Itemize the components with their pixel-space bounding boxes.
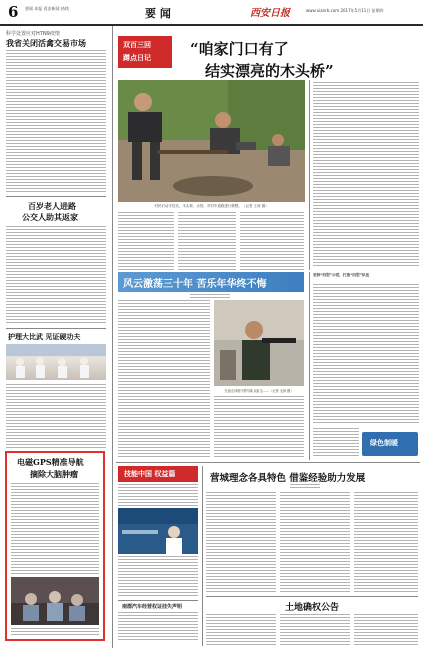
lower-col-a <box>206 492 276 592</box>
land-col-b <box>280 614 350 646</box>
feature-photo <box>118 80 305 202</box>
left-article-1-body <box>6 50 106 152</box>
page-header <box>0 0 423 26</box>
lower-title-2: 营城理念各具特色 借鉴经验助力发展 <box>210 473 366 484</box>
left-article-2-title: 百岁老人进路 <box>28 201 76 211</box>
feature-caption: 村民们动手挖坑，木头桥、水管，对村中道路进行修整。（记者 王涛 摄） <box>154 204 269 208</box>
highlight-title: 电磁GPS精准导航 <box>17 457 84 467</box>
skills-box <box>118 466 198 482</box>
skills-divider <box>118 600 198 601</box>
feature-body-2 <box>178 212 236 270</box>
left-article-1-title: 我省关闭活禽交易市场 <box>6 38 86 48</box>
masthead: 西安日报 <box>250 8 290 19</box>
workers-photo-icon <box>118 80 305 202</box>
right-mid-body <box>313 284 419 424</box>
land-col-c <box>354 614 418 646</box>
feature-body-1 <box>118 212 174 270</box>
feature-body-3 <box>240 212 304 270</box>
badge-line-2: 蹲点日记 <box>123 54 151 62</box>
right-mid-body-2 <box>313 428 359 458</box>
right-tag-1: 坚持“四型”示范，打造“四型”队伍 <box>313 273 370 277</box>
left-article-2-title-b: 公交人助其返家 <box>22 212 78 222</box>
lower-title-3: 土地确权公告 <box>285 603 340 613</box>
skills-box-title: 技能中国 权益篇 <box>124 470 176 478</box>
left-article-3-body <box>6 384 106 448</box>
divider <box>6 328 106 329</box>
lower-vrule <box>202 466 203 646</box>
lower-divider-2 <box>206 596 418 597</box>
shooting-photo-icon <box>214 300 304 386</box>
highlight-photo <box>11 577 99 625</box>
left-article-2-body <box>6 226 106 324</box>
feature-badge <box>118 36 172 68</box>
memoir-col-1 <box>118 300 210 458</box>
right-note: www.xianrb.com 2017年5月11日 星期四 <box>306 8 384 13</box>
left-article-1-body-2 <box>6 152 106 192</box>
divider <box>6 196 106 197</box>
highlight-body <box>11 483 99 575</box>
right-top-body <box>313 82 419 268</box>
memoir-banner <box>118 272 304 292</box>
office-photo-icon <box>118 508 198 554</box>
left-note: 要闻 本报 西安新闻 热线 <box>25 6 69 11</box>
memoir-col-2 <box>214 396 304 458</box>
nurses-photo-icon <box>6 344 106 380</box>
memoir-photo-caption: 在射击训练中教导新兵射击……（记者 毛涛 摄） <box>224 389 294 393</box>
left-column-rule <box>112 26 113 648</box>
left-article-3-photo <box>6 344 106 380</box>
lower-col-b <box>280 492 350 592</box>
green-badge-text: 绿色制暖 <box>370 439 398 447</box>
feature-headline-2: 结实漂亮的木头桥” <box>205 62 334 80</box>
lower-rule <box>116 462 420 463</box>
skills-body <box>118 556 198 596</box>
land-col-a <box>206 614 276 646</box>
feature-headline-1: “咱家门口有了 <box>190 40 289 58</box>
memoir-photo <box>214 300 304 386</box>
section-title: 要 闻 <box>145 7 171 20</box>
highlight-caption <box>11 628 99 637</box>
right-mid-rule <box>309 272 310 460</box>
surgery-photo-icon <box>11 577 99 625</box>
left-article-3-title: 护理大比武 见证硬功夫 <box>8 332 81 341</box>
highlight-title-b: 摘除大脑肿瘤 <box>30 469 78 479</box>
green-badge <box>362 432 418 456</box>
left-article-1-sub: 科学处置应对H7N9疫情 <box>6 31 60 37</box>
skills-photo <box>118 508 198 554</box>
right-top-rule <box>309 80 310 270</box>
highlighted-article[interactable] <box>5 451 105 641</box>
lower-col-c <box>354 492 418 592</box>
notice-title: 南郡汽车经营权证挂失声明 <box>122 604 183 610</box>
banner-title: 风云激荡三十年 苦乐年华终不悔 <box>123 279 267 290</box>
page-number: 6 <box>8 3 19 21</box>
notice-body <box>118 612 198 640</box>
skills-intro <box>118 484 198 506</box>
banner-byline <box>190 294 230 298</box>
badge-line-1: 双百三回 <box>123 41 151 49</box>
lower-byline <box>290 484 320 488</box>
